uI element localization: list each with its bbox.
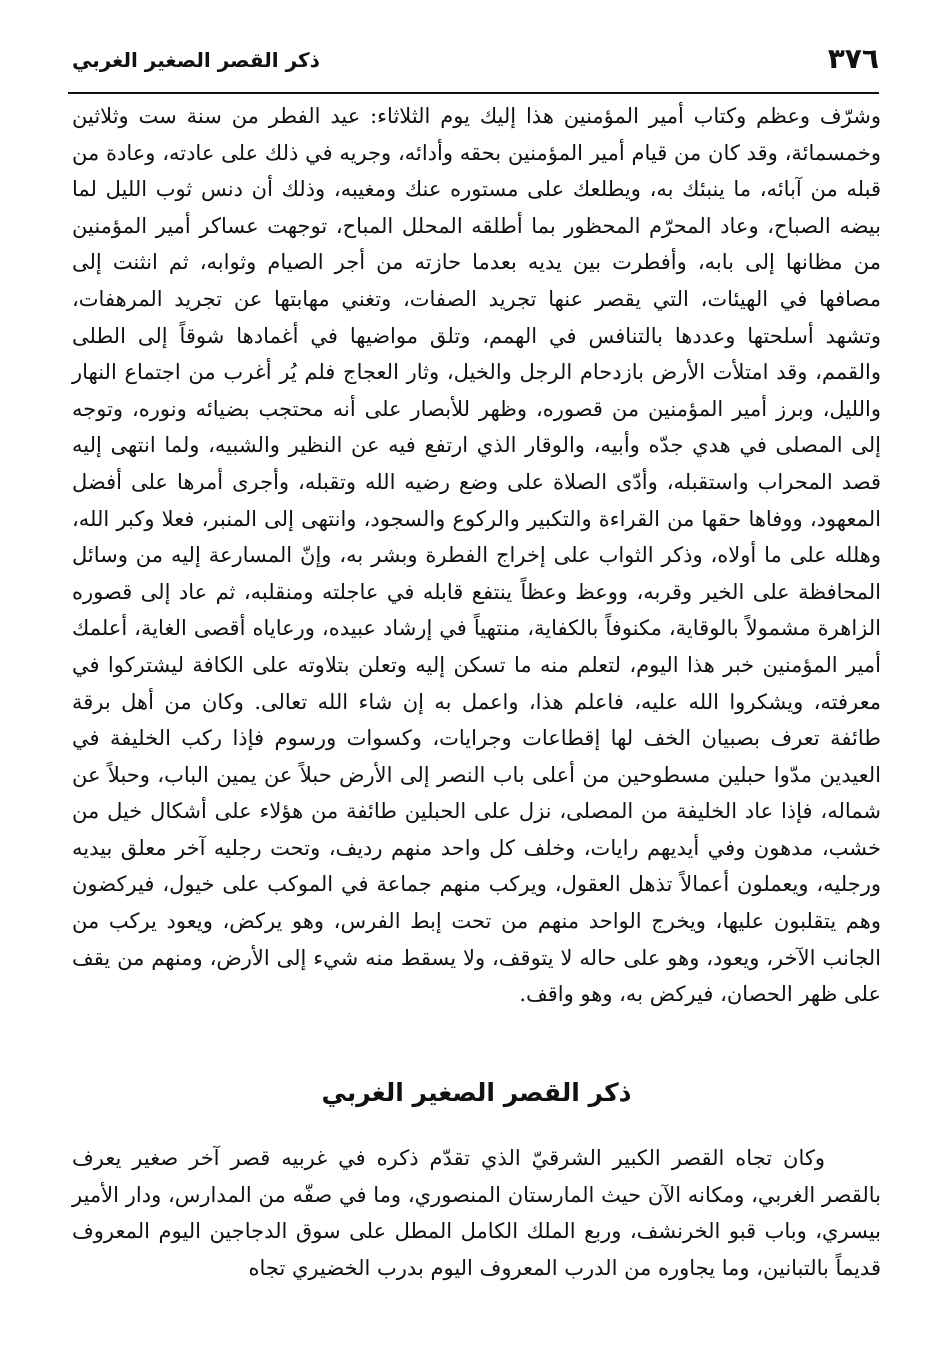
page-header bbox=[68, 40, 879, 90]
paragraph: وشرّف وعظم وكتاب أمير المؤمنين هذا إليك يوم الثلاثاء: عيد الفطر من سنة ست وثلاثين وخمسمائة، وقد كان من قيام أمير المؤمنين بحقه وأدائه، وجريه في ذلك على عادته، وعادة من قبله من آبائه، ما ينبئك به، ويطلعك على مستوره عنك ومغيبه، وذلك أن دنس ثوب الليل لما بيضه الصباح، وعاد المحرّم المحظور بما أطلقه المحلل المباح، توجهت عساكر أمير المؤمنين من مظانها إلى بابه، وأفطرت بين يديه بعدما حازته من أجر الصيام وثوابه، ثم انثنت إلى مصافها في الهيئات، التي يقصر عنها تجريد الصفات، وتغني مهابتها عن تجريد المرهفات، وتشهد أسلحتها وعددها بالتنافس في الهمم، وتلق مواضيها في أغمادها شوقاً إلى الطلى والقمم، وقد امتلأت الأرض بازدحام الرجل والخيل، وثار العجاج فلم يُر أغرب من اجتماع النهار والليل، وبرز أمير المؤمنين من قصوره، وظهر للأبصار على أنه محتجب بضيائه ونوره، وتوجه إلى المصلى في هدي جدّه وأبيه، والوقار الذي ارتفع فيه عن النظير والشبيه، ولما انتهى إليه قصد المحراب واستقبله، وأدّى الصلاة على وضع رضيه الله وتقبله، وأجرى أمرها على أفضل المعهود، ووفاها حقها من القراءة والتكبير والركوع والسجود، وانتهى إلى المنبر، فعلا وكبر الله، وهلله على ما أولاه، وذكر الثواب على إخراج الفطرة وبشر به، وإنّ المسارعة إليه من وسائل المحافظة على الخير وقربه، ووعظ وعظاً ينتفع قابله في عاجلته ومنقلبه، ثم عاد إلى قصوره الزاهرة مشمولاً بالوقاية، مكنوفاً بالكفاية، منتهياً في إرشاد عبيده، ورعاياه أقصى الغاية، أعلمك أمير المؤمنين خبر هذا اليوم، لتعلم منه ما تسكن إليه وتعلن بتلاوته على الكافة ليشتركوا في معرفته، ويشكروا الله عليه، فاعلم هذا، واعمل به إن شاء الله تعالى. وكان من أهل برقة طائفة تعرف بصبيان الخف لها إقطاعات وجرايات، وكسوات ورسوم فإذا ركب الخليفة في العيدين مدّوا حبلين مسطوحين من أعلى باب النصر إلى الأرض حبلاً عن يمين الباب، وحبلاً عن شماله، فإذا عاد الخليفة من المصلى، نزل على الحبلين طائفة من هؤلاء على أشكال خيل من خشب، مدهون وفي أيديهم رايات، وخلف كل واحد منهم رديف، وتحت رجليه آخر معلق بيديه ورجليه، ويعملون أعمالاً تذهل العقول، ويركب منهم جماعة في الموكب على خيول، فيركضون وهم يتقلبون عليها، ويخرج الواحد منهم من تحت إبط الفرس، وهو يركض، ويعود يركب من الجانب الآخر، ويعود، وهو على حاله لا يتوقف، ولا يسقط منه شيء إلى الأرض، ومنهم من يقف على ظهر الحصان، فيركض به، وهو واقف. bbox=[72, 104, 881, 1007]
main-text bbox=[72, 98, 881, 1013]
running-title: ذكر القصر الصغير الغربي bbox=[72, 48, 320, 72]
paragraph: وكان تجاه القصر الكبير الشرقيّ الذي تقدّم ذكره في غربيه قصر آخر صغير يعرف بالقصر الغربي، ومكانه الآن حيث المارستان المنصوري، وما في صفّه من المدارس، ودار الأمير بيسري، وباب قبو الخرنشف، وربع الملك الكامل المطل على سوق الدجاجين اليوم المعروف قديماً بالتبانين، وما يجاوره من الدرب المعروف اليوم بدرب الخضيري تجاه bbox=[72, 1146, 881, 1280]
page-number: ٣٧٦ bbox=[827, 42, 879, 75]
section-text bbox=[72, 1140, 881, 1286]
header-rule bbox=[68, 92, 879, 94]
section-heading: ذكر القصر الصغير الغربي bbox=[321, 1078, 632, 1107]
